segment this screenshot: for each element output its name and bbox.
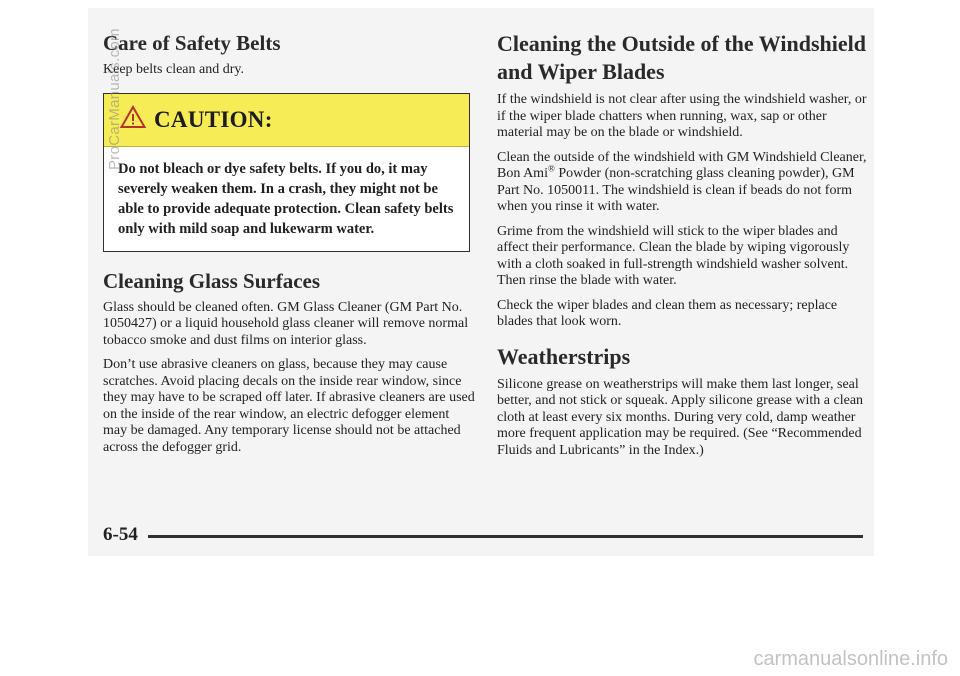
windshield-paragraph-4: Check the wiper blades and clean them as necessary; replace blades that look worn.: [497, 297, 838, 329]
heading-weatherstrips: Weatherstrips: [497, 343, 631, 369]
left-column: [103, 30, 475, 456]
glass-paragraph-2: Don’t use abrasive cleaners on glass, because they may cause scratches. Avoid placing decals on the inside rear window, since they may have to be scraped off later. If abrasive cleaners are used on the inside of the rear window, an electric defogger element may be damaged. Any temporary license should not be attached across the defogger grid.: [103, 357, 475, 455]
caution-box: [103, 93, 470, 252]
bottom-watermark: carmanualsonline.info: [753, 648, 948, 670]
weatherstrips-paragraph: Silicone grease on weatherstrips will make them last longer, seal better, and not stick or squeak. Apply silicone grease with a clean cloth at least every six months. During very cold, damp weather more frequent application may be required. (See “Recommended Fluids and Lubricants” in the Index.): [497, 376, 864, 458]
heading-care-of-safety-belts: Care of Safety Belts: [103, 31, 281, 55]
windshield-paragraph-1: If the windshield is not clear after using the windshield washer, or if the wiper blade chatters when running, wax, sap or other material may be on the blade or windshield.: [497, 92, 867, 140]
footer-rule: [148, 535, 863, 538]
right-column: [497, 30, 869, 459]
registered-mark: ®: [547, 163, 555, 174]
caution-body: Do not bleach or dye safety belts. If you do, it may severely weaken them. In a crash, they might not be able to provide adequate protection. Clean safety belts only with mild soap and lukewarm water.: [118, 160, 454, 237]
heading-cleaning-windshield: Cleaning the Outside of the Windshield and Wiper Blades: [497, 31, 866, 84]
windshield-paragraph-2-part-a: Clean the outside of the windshield with GM Windshield Cleaner, Bon Ami: [497, 149, 867, 181]
caution-header: [104, 94, 469, 147]
caution-title: CAUTION:: [154, 106, 273, 132]
intro-paragraph: Keep belts clean and dry.: [103, 62, 244, 77]
windshield-paragraph-2: [497, 150, 869, 216]
heading-cleaning-glass-surfaces: Cleaning Glass Surfaces: [103, 268, 321, 293]
windshield-paragraph-2-part-b: Powder (non-scratching glass cleaning powder), GM Part No. 1050011. The windshield is clean if beads do not form when you rinse it with water.: [497, 166, 855, 214]
glass-paragraph-1: Glass should be cleaned often. GM Glass Cleaner (GM Part No. 1050427) or a liquid household glass cleaner will remove normal tobacco smoke and dust films on interior glass.: [103, 299, 469, 348]
warning-triangle-icon: [120, 105, 146, 134]
side-watermark: ProCarManuals.com: [106, 28, 123, 170]
windshield-paragraph-3: Grime from the windshield will stick to the wiper blades and affect their performance. Clean the blade by wiping vigorously with a cloth soaked in full-strength windshield washer solvent. Then rinse the blade with water.: [497, 223, 850, 288]
page-number: 6-54: [103, 524, 138, 545]
